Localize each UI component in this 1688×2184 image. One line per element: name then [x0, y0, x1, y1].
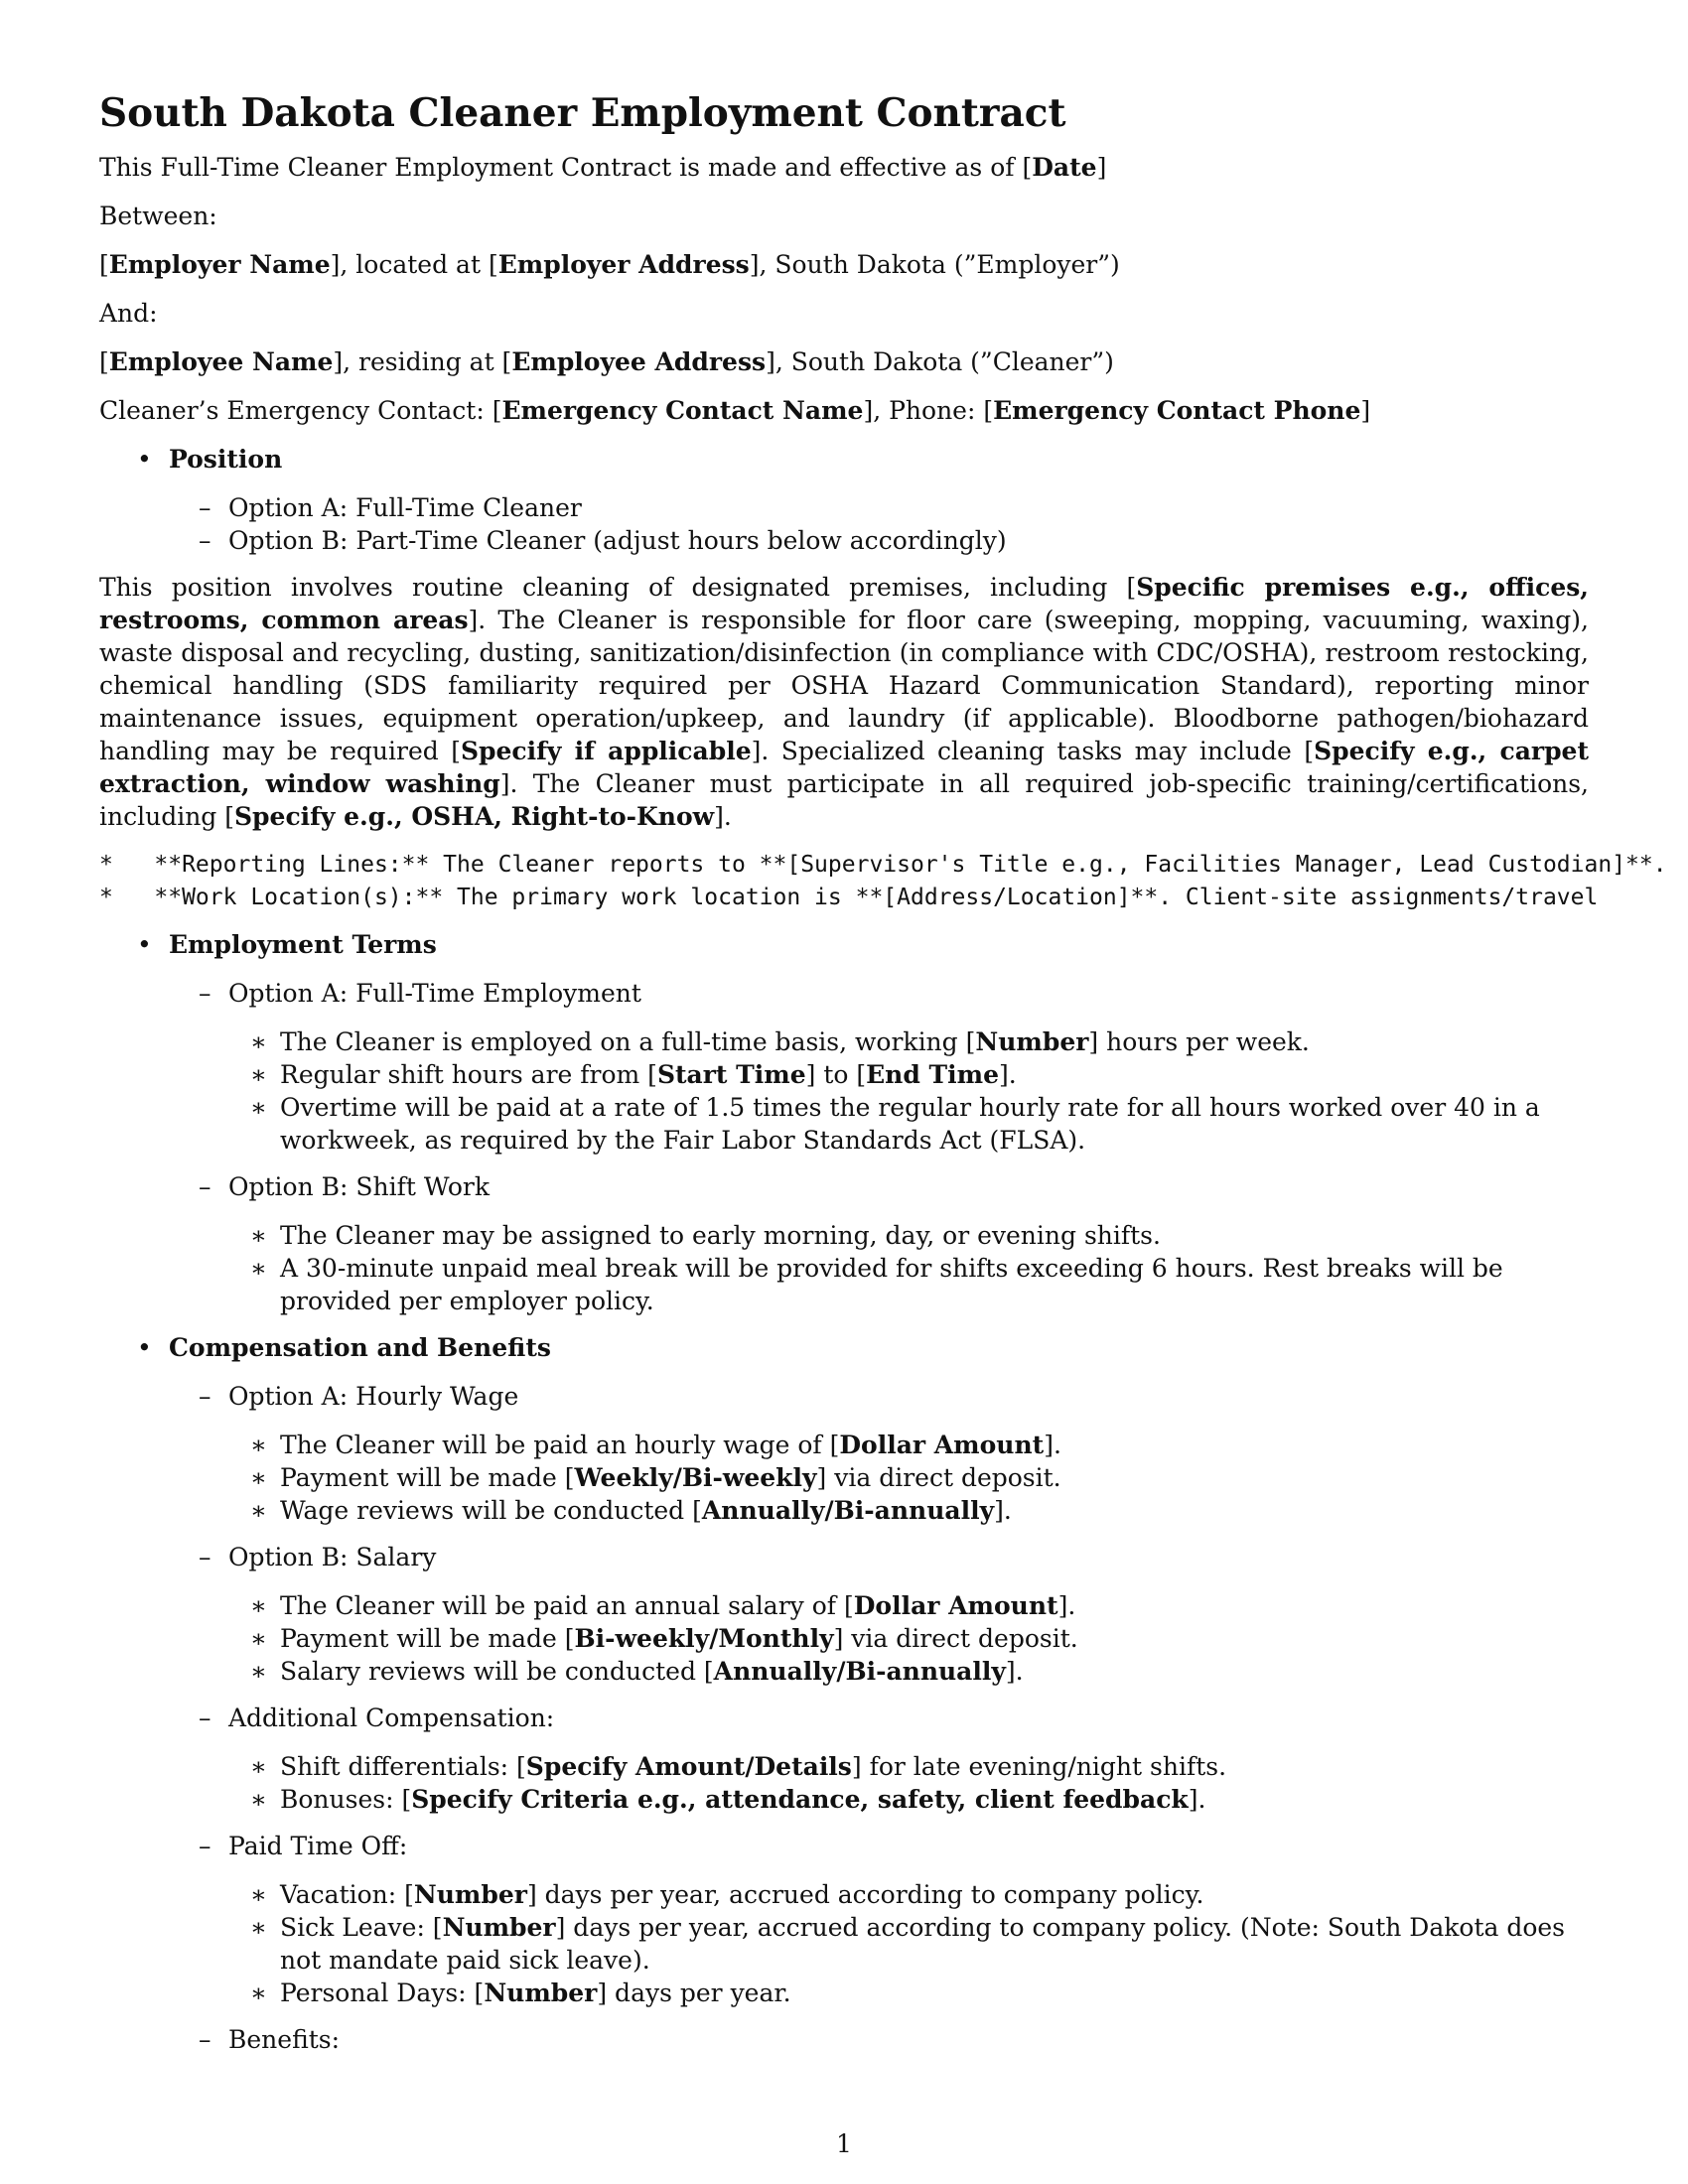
emergency-contact-line: Cleaner’s Emergency Contact: [Emergency Contact Name], Phone: [Emergency Contact Phone]	[99, 396, 1371, 425]
section-position	[99, 443, 1589, 557]
list-item: ∗ Personal Days: [Number] days per year.	[250, 1979, 791, 2007]
work-location-raw: * **Work Location(s):** The primary work location is **[Address/Location]**. Client-site assignments/travel	[99, 885, 1599, 910]
list-item: ∗ Payment will be made [Bi-weekly/Monthly] via direct deposit.	[250, 1624, 1078, 1653]
hourly-wage-option: – Option A: Hourly Wage ∗ The Cleaner will be paid an hourly wage of [Dollar Amount]. ∗ Payment will be made [Weekly/Bi-weekly] via direct deposit. ∗ Wage reviews will be conducted [Annually/Bi-annually].	[169, 1380, 1589, 1527]
emergency-name-placeholder: Emergency Contact Name	[501, 396, 864, 425]
list-item: ∗ Shift differentials: [Specify Amount/Details] for late evening/night shifts.	[250, 1752, 1227, 1781]
employer-address-placeholder: Employer Address	[497, 250, 750, 279]
list-item: ∗ Wage reviews will be conducted [Annually/Bi-annually].	[250, 1496, 1012, 1525]
additional-compensation: – Additional Compensation: ∗ Shift differentials: [Specify Amount/Details] for late evening/night shifts. ∗ Bonuses: [Specify Criteria e.g., attendance, safety, client feedback].	[169, 1702, 1589, 1816]
raw-markdown-lines	[99, 849, 1688, 914]
position-section	[99, 443, 1589, 557]
date-placeholder: Date	[1032, 153, 1097, 182]
document-title: South Dakota Cleaner Employment Contract	[99, 90, 1066, 136]
list-item: ∗ The Cleaner will be paid an annual salary of [Dollar Amount].	[250, 1591, 1076, 1620]
employee-name-placeholder: Employee Name	[108, 347, 334, 376]
employer-name-placeholder: Employer Name	[108, 250, 331, 279]
section-compensation	[99, 1331, 1589, 2056]
section-heading: Compensation and Benefits	[169, 1333, 551, 1362]
document-page	[99, 89, 1667, 2070]
section-heading: Position	[169, 445, 283, 474]
list-item: ∗ Bonuses: [Specify Criteria e.g., attendance, safety, client feedback].	[250, 1785, 1206, 1814]
list-item: ∗ Salary reviews will be conducted [Annually/Bi-annually].	[250, 1657, 1024, 1686]
section-employment-terms	[99, 928, 1589, 1317]
main-sections	[99, 928, 1589, 2056]
list-item: – Option B: Part-Time Cleaner (adjust hours below accordingly)	[199, 526, 1007, 555]
position-options	[169, 491, 1589, 557]
paid-time-off: – Paid Time Off: ∗ Vacation: [Number] days per year, accrued according to company policy. ∗ Sick Leave: [Number] days per year, accrued according to company policy. (Note: South Dakota does not mandate paid sick leave). ∗ Personal Days: [Number] days per year.	[169, 1830, 1589, 2009]
position-description: This position involves routine cleaning of designated premises, including [Specific premises e.g., offices, restrooms, common areas]. The Cleaner is responsible for floor care (sweeping, mopping, vacuuming, waxing), waste disposal and recycling, dusting, sanitization/disinfection (in compliance with CDC/OSHA), restroom restocking, chemical handling (SDS familiarity required per OSHA Hazard Communication Standard), reporting minor maintenance issues, equipment operation/upkeep, and laundry (if applicable). Bloodborne pathogen/biohazard handling may be required [Specify if applicable]. Specialized cleaning tasks may include [Specify e.g., carpet extraction, window washing]. The Cleaner must participate in all required job-specific training/certifications, including [Specify e.g., OSHA, Right-to-Know].	[99, 573, 1590, 831]
list-item: ∗ Vacation: [Number] days per year, accrued according to company policy.	[250, 1880, 1204, 1909]
benefits: – Benefits:	[199, 2025, 341, 2054]
and-label: And:	[99, 299, 158, 328]
list-item: ∗ Payment will be made [Weekly/Bi-weekly] via direct deposit.	[250, 1463, 1061, 1492]
page-number: 1	[836, 2129, 852, 2158]
list-item: ∗ Regular shift hours are from [Start Time] to [End Time].	[250, 1060, 1017, 1089]
list-item: ∗ The Cleaner is employed on a full-time basis, working [Number] hours per week.	[250, 1027, 1310, 1056]
list-item: ∗ The Cleaner may be assigned to early morning, day, or evening shifts.	[250, 1221, 1161, 1250]
employment-option-b: – Option B: Shift Work ∗ The Cleaner may be assigned to early morning, day, or evening shifts. ∗ A 30-minute unpaid meal break will be provided for shifts exceeding 6 hours. Rest breaks will be provided per employer policy.	[169, 1170, 1589, 1317]
effective-date-line: This Full-Time Cleaner Employment Contract is made and effective as of [Date]	[99, 153, 1107, 182]
section-heading: Employment Terms	[169, 930, 437, 959]
bullet-marker: •	[137, 445, 152, 474]
bullet-marker: •	[137, 1333, 152, 1362]
employer-line: [Employer Name], located at [Employer Address], South Dakota (”Employer”)	[99, 250, 1120, 279]
employee-address-placeholder: Employee Address	[511, 347, 767, 376]
bullet-marker: •	[137, 930, 152, 959]
list-item: ∗ Sick Leave: [Number] days per year, accrued according to company policy. (Note: South Dakota does not mandate paid sick leave).	[250, 1913, 1566, 1975]
between-label: Between:	[99, 202, 217, 230]
employment-option-a: – Option A: Full-Time Employment ∗ The Cleaner is employed on a full-time basis, working [Number] hours per week. ∗ Regular shift hours are from [Start Time] to [End Time]. ∗ Overtime will be paid at a rate of 1.5 times the regular hourly rate for all hours worked over 40 in a workweek, as required by the Fair Labor Standards Act (FLSA).	[169, 977, 1589, 1157]
emergency-phone-placeholder: Emergency Contact Phone	[993, 396, 1361, 425]
list-item: ∗ The Cleaner will be paid an hourly wage of [Dollar Amount].	[250, 1431, 1061, 1459]
reporting-lines-raw: * **Reporting Lines:** The Cleaner reports to **[Supervisor's Title e.g., Facilities Manager, Lead Custodian]**.	[99, 852, 1667, 878]
salary-option: – Option B: Salary ∗ The Cleaner will be paid an annual salary of [Dollar Amount]. ∗ Payment will be made [Bi-weekly/Monthly] via direct deposit. ∗ Salary reviews will be conducted [Annually/Bi-annually].	[169, 1541, 1589, 1688]
employee-line: [Employee Name], residing at [Employee Address], South Dakota (”Cleaner”)	[99, 347, 1114, 376]
list-item: – Option A: Full-Time Cleaner	[199, 493, 582, 522]
list-item: ∗ Overtime will be paid at a rate of 1.5 times the regular hourly rate for all hours worked over 40 in a workweek, as required by the Fair Labor Standards Act (FLSA).	[250, 1093, 1540, 1155]
list-item: ∗ A 30-minute unpaid meal break will be provided for shifts exceeding 6 hours. Rest breaks will be provided per employer policy.	[250, 1254, 1503, 1315]
